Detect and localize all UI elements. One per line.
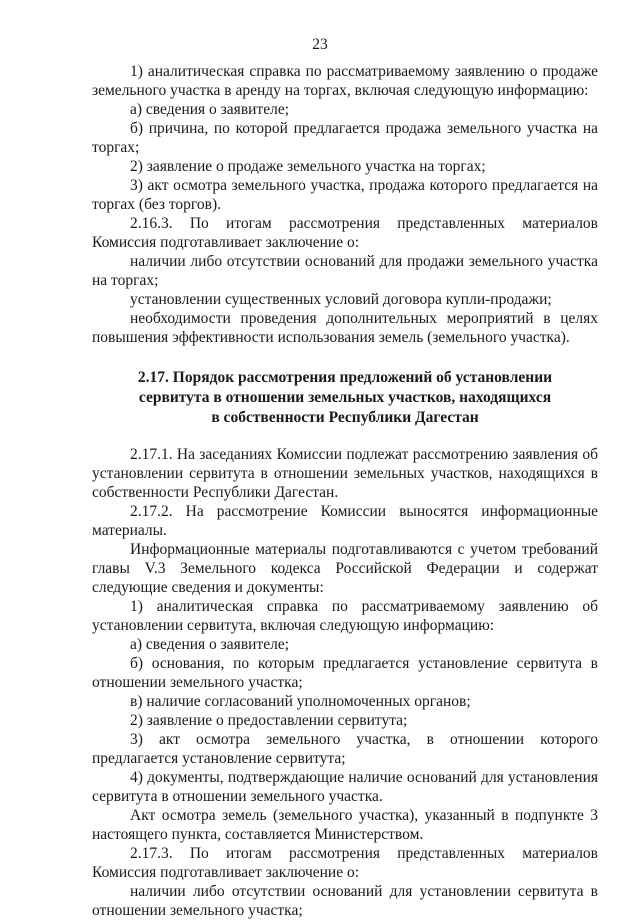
paragraph: б) основания, по которым предлагается установление сервитута в отношении земельного участка;	[92, 655, 598, 691]
paragraph: 2.17.2. На рассмотрение Комиссии выносятся информационные материалы.	[92, 503, 598, 539]
section-heading-line: сервитута в отношении земельных участков, находящихся	[138, 389, 552, 406]
section-heading	[92, 368, 598, 428]
page-number: 23	[312, 36, 328, 53]
paragraph: а) сведения о заявителе;	[130, 636, 290, 653]
paragraph: б) причина, по которой предлагается продажа земельного участка на торгах;	[92, 120, 598, 156]
paragraph: 4) документы, подтверждающие наличие оснований для установления сервитута в отношении земельного участка.	[92, 769, 598, 805]
paragraph: 2) заявление о предоставлении сервитута;	[130, 712, 408, 729]
paragraph: 1) аналитическая справка по рассматриваемому заявлению о продаже земельного участка в аренду на торгах, включая следующую информацию:	[92, 63, 598, 99]
paragraph: 3) акт осмотра земельного участка, продажа которого предлагается на торгах (без торгов).	[92, 177, 598, 213]
paragraph: 2.17.3. По итогам рассмотрения представленных материалов Комиссия подготавливает заключение о:	[92, 845, 598, 881]
paragraph: 2.17.1. На заседаниях Комиссии подлежат рассмотрению заявления об установлении сервитута в отношении земельных участков, находящихся в собственности Республики Дагестан.	[92, 446, 598, 501]
paragraph: 2.16.3. По итогам рассмотрения представленных материалов Комиссия подготавливает заключение о:	[92, 215, 598, 251]
section-heading-line: 2.17. Порядок рассмотрения предложений об установлении	[137, 369, 553, 386]
document-body	[92, 62, 598, 920]
paragraph: а) сведения о заявителе;	[130, 101, 290, 118]
paragraph: в) наличие согласований уполномоченных органов;	[130, 693, 471, 710]
paragraph: 3) акт осмотра земельного участка, в отношении которого предлагается установление сервитута;	[92, 731, 598, 767]
paragraph: Информационные материалы подготавливаются с учетом требований главы V.3 Земельного кодекса Российской Федерации и содержат следующие сведения и документы:	[92, 541, 598, 596]
paragraph: необходимости проведения дополнительных мероприятий в целях повышения эффективности использования земель (земельного участка).	[92, 310, 598, 346]
paragraph: Акт осмотра земель (земельного участка), указанный в подпункте 3 настоящего пункта, составляется Министерством.	[92, 807, 598, 843]
paragraph: наличии либо отсутствии оснований для продажи земельного участка на торгах;	[92, 253, 598, 289]
paragraph: установлении существенных условий договора купли-продажи;	[130, 291, 552, 308]
paragraph: 2) заявление о продаже земельного участка на торгах;	[130, 158, 486, 175]
section-heading-line: в собственности Республики Дагестан	[211, 409, 479, 426]
paragraph: наличии либо отсутствии оснований для установлении сервитута в отношении земельного участка;	[92, 883, 598, 919]
paragraph: 1) аналитическая справка по рассматриваемому заявлению об установлении сервитута, включая следующую информацию:	[92, 598, 598, 634]
